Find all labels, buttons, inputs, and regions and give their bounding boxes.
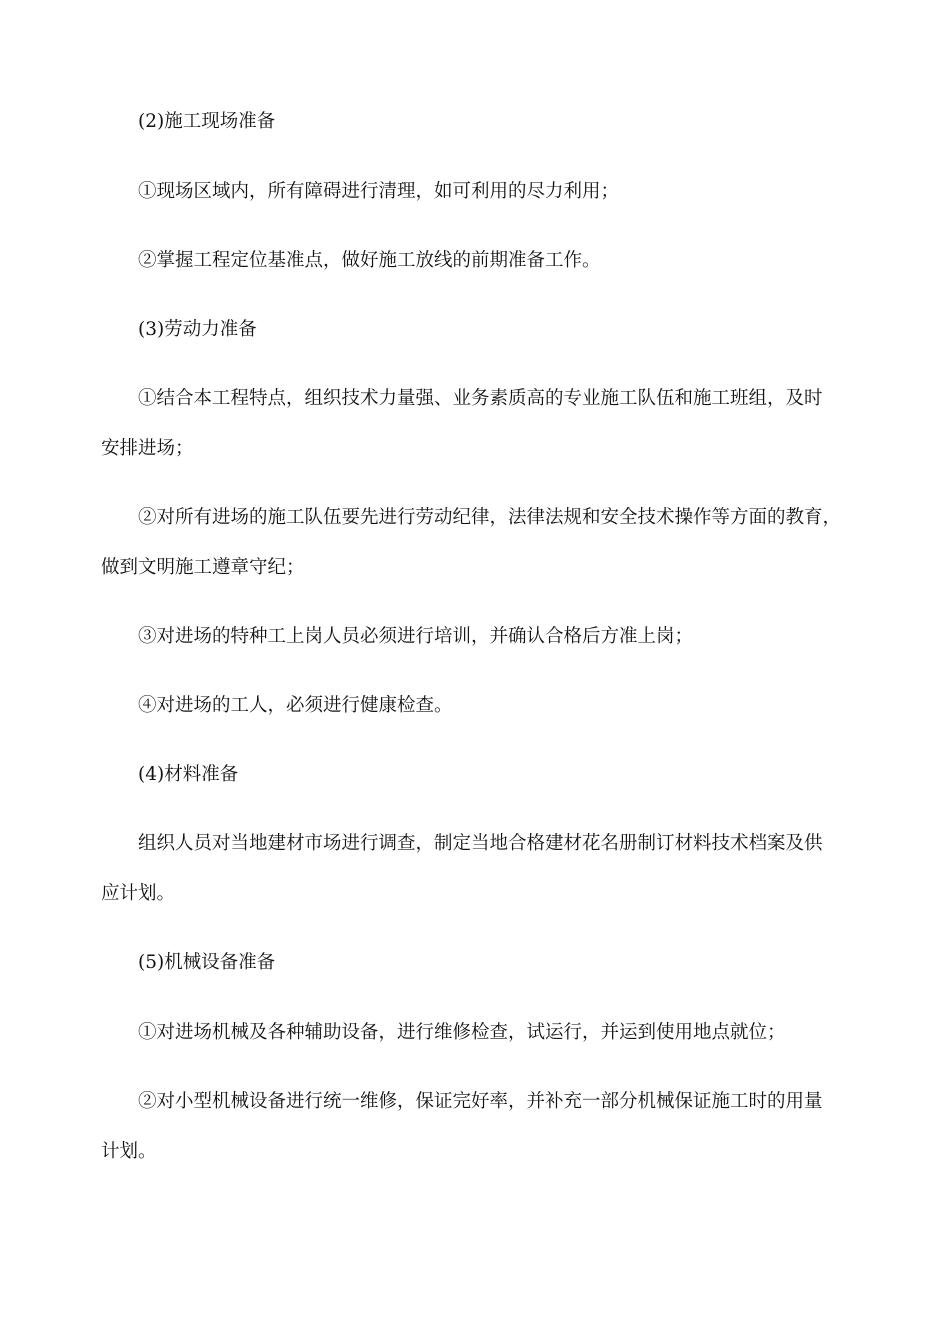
paragraph-small-machinery-maintenance: ②对小型机械设备进行统一维修，保证完好率，并补充一部分机械保证施工时的用量 <box>138 1091 823 1112</box>
paragraph-special-worker-training: ③对进场的特种工上岗人员必须进行培训，并确认合格后方准上岗； <box>138 626 694 647</box>
paragraph-material-survey: 组织人员对当地建材市场进行调查，制定当地合格建材花名册制订材料技术档案及供 <box>138 833 823 854</box>
heading-labor-preparation: (3)劳动力准备 <box>138 319 257 340</box>
paragraph-equipment-inspection: ①对进场机械及各种辅助设备，进行维修检查，试运行，并运到使用地点就位； <box>138 1022 786 1043</box>
paragraph-benchmark: ②掌握工程定位基准点，做好施工放线的前期准备工作。 <box>138 250 601 271</box>
paragraph-team-organization-cont: 安排进场； <box>101 438 194 459</box>
heading-equipment-preparation: (5)机械设备准备 <box>138 952 276 973</box>
paragraph-team-organization: ①结合本工程特点，组织技术力量强、业务素质高的专业施工队伍和施工班组，及时 <box>138 388 823 409</box>
paragraph-material-survey-cont: 应计划。 <box>101 883 176 904</box>
heading-material-preparation: (4)材料准备 <box>138 764 239 785</box>
paragraph-discipline-education-cont: 做到文明施工遵章守纪； <box>101 557 305 578</box>
paragraph-small-machinery-maintenance-cont: 计划。 <box>101 1141 157 1162</box>
paragraph-health-check: ④对进场的工人，必须进行健康检查。 <box>138 695 453 716</box>
paragraph-discipline-education: ②对所有进场的施工队伍要先进行劳动纪律，法律法规和安全技术操作等方面的教育， <box>138 507 842 528</box>
heading-site-preparation: (2)施工现场准备 <box>138 111 276 132</box>
paragraph-site-clearing: ①现场区域内，所有障碍进行清理，如可利用的尽力利用； <box>138 181 620 202</box>
